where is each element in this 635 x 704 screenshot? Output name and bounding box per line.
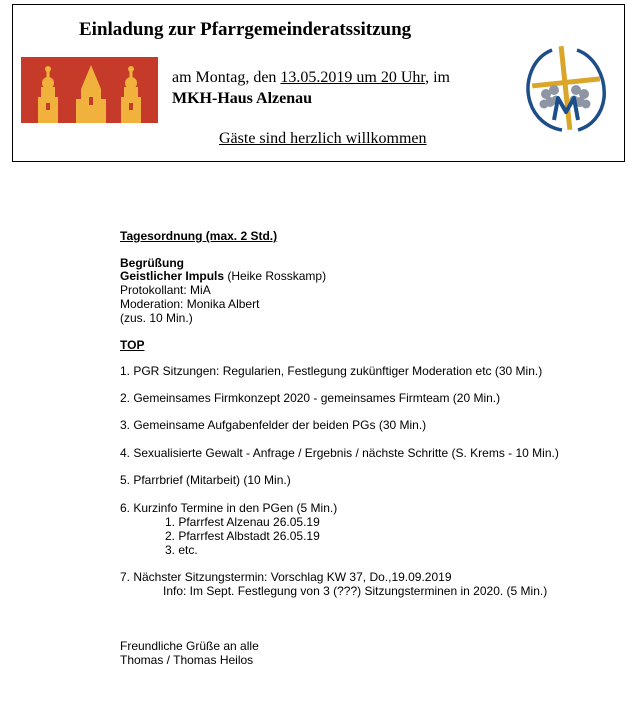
begruessung: Begrüßung — [120, 256, 184, 270]
sub-item: 2. Pfarrfest Albstadt 26.05.19 — [165, 529, 320, 543]
impuls-label: Geistlicher Impuls — [120, 269, 225, 283]
sub-item: 1. Pfarrfest Alzenau 26.05.19 — [165, 515, 320, 529]
agenda-item: 4. Sexualisierte Gewalt - Anfrage / Ergebnis / nächste Schritte (S. Krems - 10 Min.) — [120, 446, 559, 460]
agenda-heading: Tagesordnung (max. 2 Std.) — [120, 229, 278, 243]
date-suffix: , im — [425, 69, 450, 86]
moderation: Moderation: Monika Albert — [120, 297, 260, 311]
signature: Thomas / Thomas Heilos — [120, 653, 254, 667]
agenda-item-info: Info: Im Sept. Festlegung von 3 (???) Sitzungsterminen in 2020. (5 Min.) — [163, 584, 548, 598]
protokollant: Protokollant: MiA — [120, 283, 211, 297]
agenda-item: 2. Gemeinsames Firmkonzept 2020 - gemeinsames Firmteam (20 Min.) — [120, 391, 501, 405]
page-title: Einladung zur Pfarrgemeinderatssitzung — [79, 19, 412, 40]
geistlicher-impuls — [120, 269, 326, 283]
agenda-item: 6. Kurzinfo Termine in den PGen (5 Min.) — [120, 501, 338, 515]
agenda-item: 3. Gemeinsame Aufgabenfelder der beiden PGs (30 Min.) — [120, 418, 427, 432]
greeting: Freundliche Grüße an alle — [120, 639, 259, 653]
agenda-item: 5. Pfarrbrief (Mitarbeit) (10 Min.) — [120, 473, 291, 487]
zus-time: (zus. 10 Min.) — [120, 311, 193, 325]
guests-welcome: Gäste sind herzlich willkommen — [219, 130, 427, 147]
top-label: TOP — [120, 338, 145, 352]
agenda-item: 7. Nächster Sitzungstermin: Vorschlag KW 37, Do.,19.09.2019 — [120, 570, 452, 584]
meeting-date: 13.05.2019 um 20 Uhr — [280, 69, 426, 86]
date-prefix: am Montag, den — [172, 69, 281, 86]
meeting-location: MKH-Haus Alzenau — [172, 90, 313, 107]
sub-item: 3. etc. — [165, 543, 198, 557]
agenda-item: 1. PGR Sitzungen: Regularien, Festlegung zukünftiger Moderation etc (30 Min.) — [120, 364, 543, 378]
impuls-person: (Heike Rosskamp) — [224, 269, 327, 283]
